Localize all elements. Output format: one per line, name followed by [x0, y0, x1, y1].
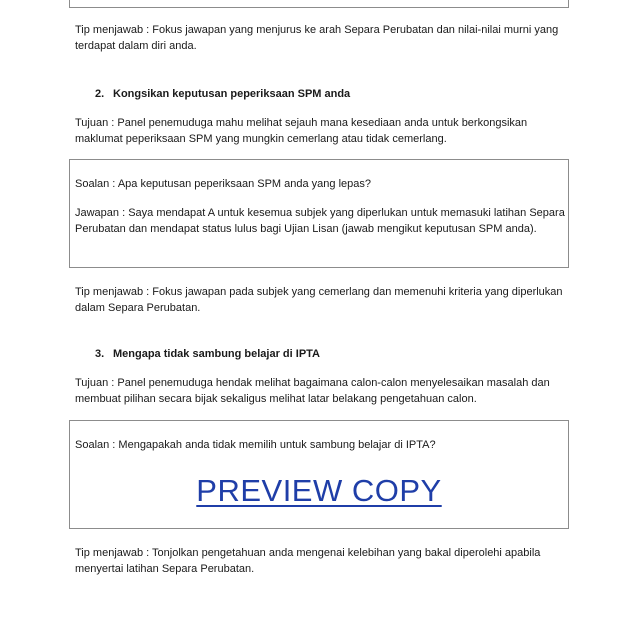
preview-copy-link[interactable]: PREVIEW COPY [196, 473, 442, 508]
tujuan-text-3: Tujuan : Panel penemuduga hendak melihat bagaimana calon-calon menyelesaikan masalah dan membuat pilihan secara bijak sekaligus melihat latar belakang pengetahuan calon. [75, 377, 550, 405]
section-2-number: 2. [95, 88, 105, 100]
tip-text-1: Tip menjawab : Fokus jawapan yang menjurus ke arah Separa Perubatan dan nilai-nilai murni yang terdapat dalam diri anda. [75, 24, 559, 52]
tip-text-3: Tip menjawab : Tonjolkan pengetahuan anda mengenai kelebihan yang bakal diperolehi apabila menyertai latihan Separa Perubatan. [75, 547, 541, 575]
section-2-heading [95, 86, 350, 102]
section-3-number: 3. [95, 348, 105, 360]
jawapan-text-2: Jawapan : Saya mendapat A untuk kesemua subjek yang diperlukan untuk memasuki latihan Separa Perubatan dan mendapat status lulus bagi Ujian Lisan (jawab mengikut keputusan SPM anda). [75, 207, 565, 235]
section-3-title: Mengapa tidak sambung belajar di IPTA [113, 348, 321, 360]
soalan-text-3: Soalan : Mengapakah anda tidak memilih untuk sambung belajar di IPTA? [75, 439, 436, 451]
tip-text-2: Tip menjawab : Fokus jawapan pada subjek yang cemerlang dan memenuhi kriteria yang diperlukan dalam Separa Perubatan. [75, 286, 563, 314]
qa-box-3 [69, 420, 569, 529]
soalan-text-2: Soalan : Apa keputusan peperiksaan SPM anda yang lepas? [75, 178, 371, 190]
answer-box-partial [69, 0, 569, 8]
qa-box-2 [69, 159, 569, 268]
tujuan-text-2: Tujuan : Panel penemuduga mahu melihat sejauh mana kesediaan anda untuk berkongsikan maklumat peperiksaan SPM yang mungkin cemerlang atau tidak cemerlang. [75, 117, 528, 145]
section-2-title: Kongsikan keputusan peperiksaan SPM anda [113, 88, 351, 100]
section-3-heading [95, 346, 320, 362]
